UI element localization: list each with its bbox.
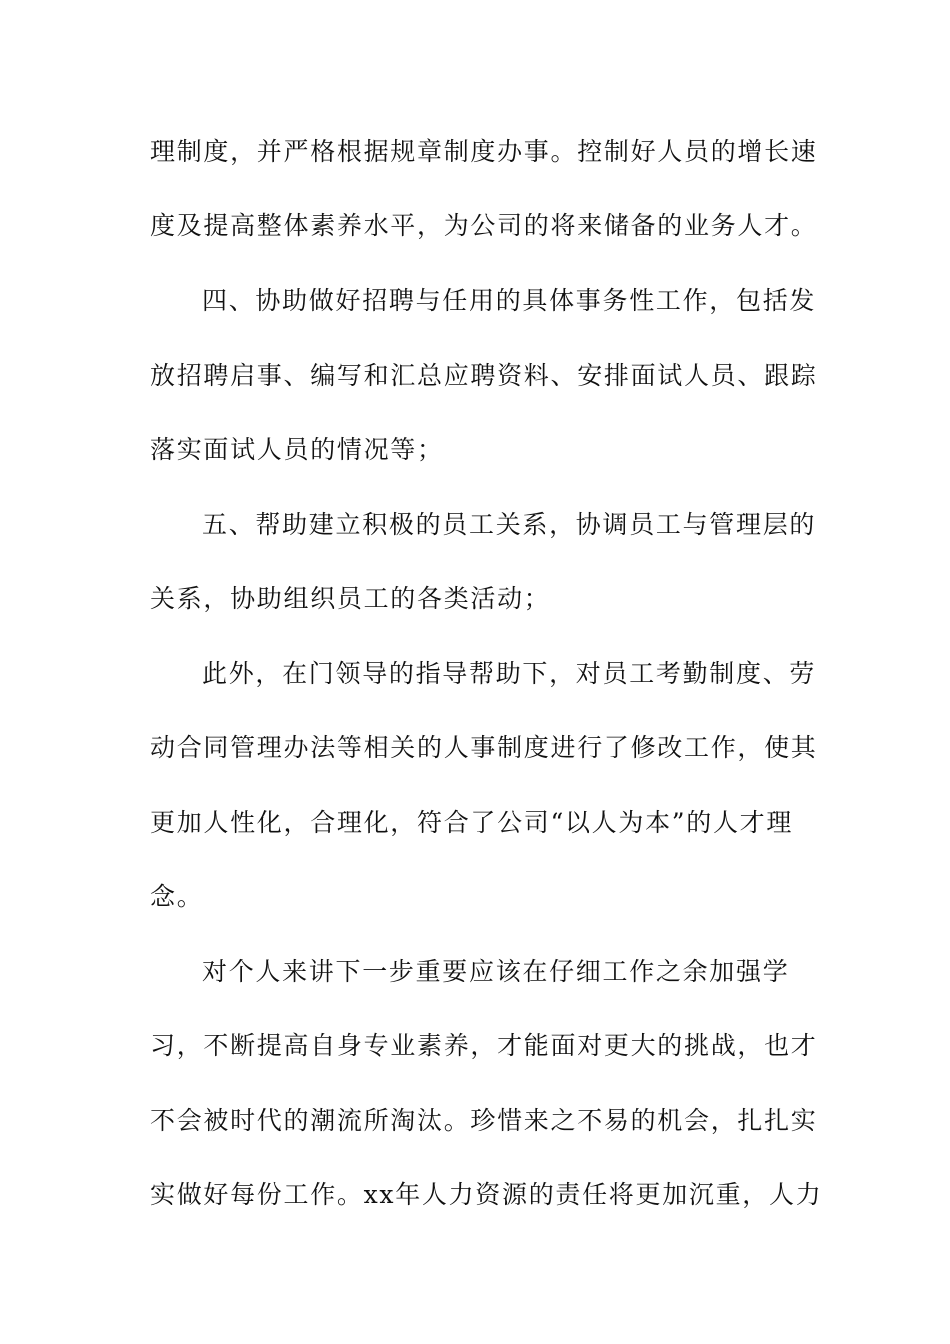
paragraph-start-line: 四、协助做好招聘与任用的具体事务性工作，包括发	[202, 286, 817, 315]
text-line: 习，不断提高自身专业素养，才能面对更大的挑战，也才	[150, 1031, 818, 1060]
paragraph-start-line: 对个人来讲下一步重要应该在仔细工作之余加强学	[202, 957, 790, 986]
paragraph-start-line: 五、帮助建立积极的员工关系，协调员工与管理层的	[202, 510, 817, 539]
text-line: 更加人性化，合理化，符合了公司“以人为本”的人才理	[150, 808, 794, 837]
text-line: 不会被时代的潮流所淘汰。珍惜来之不易的机会，扎扎实	[150, 1106, 818, 1135]
text-line: 动合同管理办法等相关的人事制度进行了修改工作，使其	[150, 733, 818, 762]
text-line: 关系，协助组织员工的各类活动；	[150, 584, 551, 613]
text-line: 实做好每份工作。xx年人力资源的责任将更加沉重，人力	[150, 1180, 823, 1209]
text-line: 放招聘启事、编写和汇总应聘资料、安排面试人员、跟踪	[150, 361, 818, 390]
text-line: 念。	[150, 882, 204, 911]
text-line: 落实面试人员的情况等；	[150, 435, 444, 464]
paragraph-start-line: 此外，在门领导的指导帮助下，对员工考勤制度、劳	[202, 659, 817, 688]
text-line: 理制度，并严格根据规章制度办事。控制好人员的增长速	[150, 137, 818, 166]
text-line: 度及提高整体素养水平，为公司的将来储备的业务人才。	[150, 211, 818, 240]
